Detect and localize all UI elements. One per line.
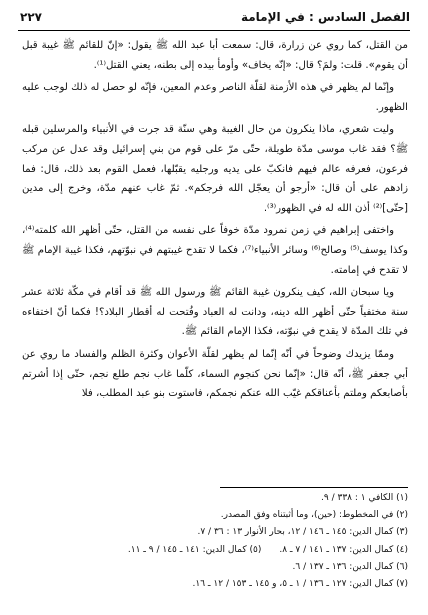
footnote: (٧) كمال الدين: ١٢٧ ـ ١٣٦ / ١ ـ ٥، و ١٤٥ ـ ١٥٣ / ١٢ ـ ١٦. bbox=[192, 579, 408, 590]
footnote-row bbox=[22, 542, 408, 559]
paragraph: ويا سبحان الله، كيف ينكرون غيبة القائم ﷺ ورسول الله ﷺ قد أقام في مكّة ثلاثة عشر سنة مختفياً حتّى أظهر الله دينه، ودانت له العباد وفُتحت له أقطار البلاد؟! فكما أنّ اختفاءه في تلك المدّة لا يقدح في نبوّته، فكذا الإمام القائم ﷺ. bbox=[22, 287, 408, 338]
footnote: (١) الكافي ١ : ٣٣٨ / ٩. bbox=[321, 493, 408, 503]
paragraph: واختفى إبراهيم في زمن نمرود مدّة خوفاً على نفسه من القتل، حتّى أظهر الله كلمته⁽⁴⁾، وكذا يوسف⁽⁵⁾ وصالح⁽⁶⁾ وسائر الأنبياء⁽⁷⁾، فكما لا تقدح غيبتهم في نبوّتهم، فكذا غيبة الإمام ﷺ لا تقدح في إمامته. bbox=[22, 225, 408, 276]
chapter-title: الفصل السادس : في الإمامة bbox=[240, 10, 410, 24]
footnote: (٦) كمال الدين: ١٣٦ ـ ١٣٧ / ٦. bbox=[292, 561, 408, 572]
footnotes bbox=[22, 490, 408, 593]
footnote: (٤) كمال الدين: ١٣٧ ـ ١٤١ / ٧ ـ ٨. bbox=[279, 544, 408, 555]
footnote: (٥) كمال الدين: ١٤١ ـ ١٤٥ / ٩ ـ ١١. bbox=[127, 544, 262, 555]
paragraph: وليت شعري، ماذا ينكرون من حال الغيبة وهي سنّة قد جرت في الأنبياء والمرسلين قبله ﷺ؟ فقد غاب موسى مدّة طويلة، حتّى مرّ على قوم من بني إسرائيل وقد عدل عن مركب فرعون، فعرفه عالم فيهم فانكبّ على يديه ورجليه يقبّلها، فعمل القوم بعد ذلك، قال: فما زادهم على أن قال: «أرجو أن يعجّل الله فرجكم». ثمّ غاب عنهم مدّة، وخرج إلى مدين [حتّى]⁽²⁾ أذن الله له في الظهور⁽³⁾. bbox=[22, 124, 408, 214]
running-header bbox=[20, 10, 410, 26]
footnote: (٢) في المخطوط: (حين)، وما أثبتناه وفق المصدر. bbox=[220, 510, 408, 521]
paragraph: وإنّما لم يظهر في هذه الأزمنة لقلّة الناصر وعدم المعين، فإنّه لو حصل له ذلك لوجب عليه الظهور. bbox=[22, 82, 408, 113]
main-text bbox=[22, 36, 408, 404]
footnote: (٣) كمال الدين: ١٤٥ ـ ١٤٦ / ١٢، بحار الأنوار ١٣ : ٣٦ / ٧. bbox=[197, 527, 408, 538]
page-number: ٢٢٧ bbox=[20, 10, 42, 24]
paragraph: وممّا يزيدك وضوحاً في أنّه إنّما لم يظهر لقلّة الأعوان وكثرة الظلم والفساد ما روي عن أبي جعفر ﷺ، أنّه قال: «إنّما نحن كنجوم السماء، كلّما غاب نجم طلع نجم، حتّى إذا أشرتم بأصابعكم وملتم بأعناقكم غيّب الله عنكم نجمكم، فاستوت بنو عبد المطلب، فلا bbox=[22, 348, 408, 400]
header-rule bbox=[18, 30, 410, 31]
paragraph: من القتل، كما روي عن زرارة، قال: سمعت أبا عبد الله ﷺ يقول: «إنّ للقائم ﷺ غيبة قبل أن يقوم». قلت: ولمَ؟ قال: «إنّه يخاف» وأومأ بيده إلى بطنه، يعني القتل⁽¹⁾. bbox=[22, 40, 408, 71]
footnote-rule bbox=[220, 487, 408, 488]
